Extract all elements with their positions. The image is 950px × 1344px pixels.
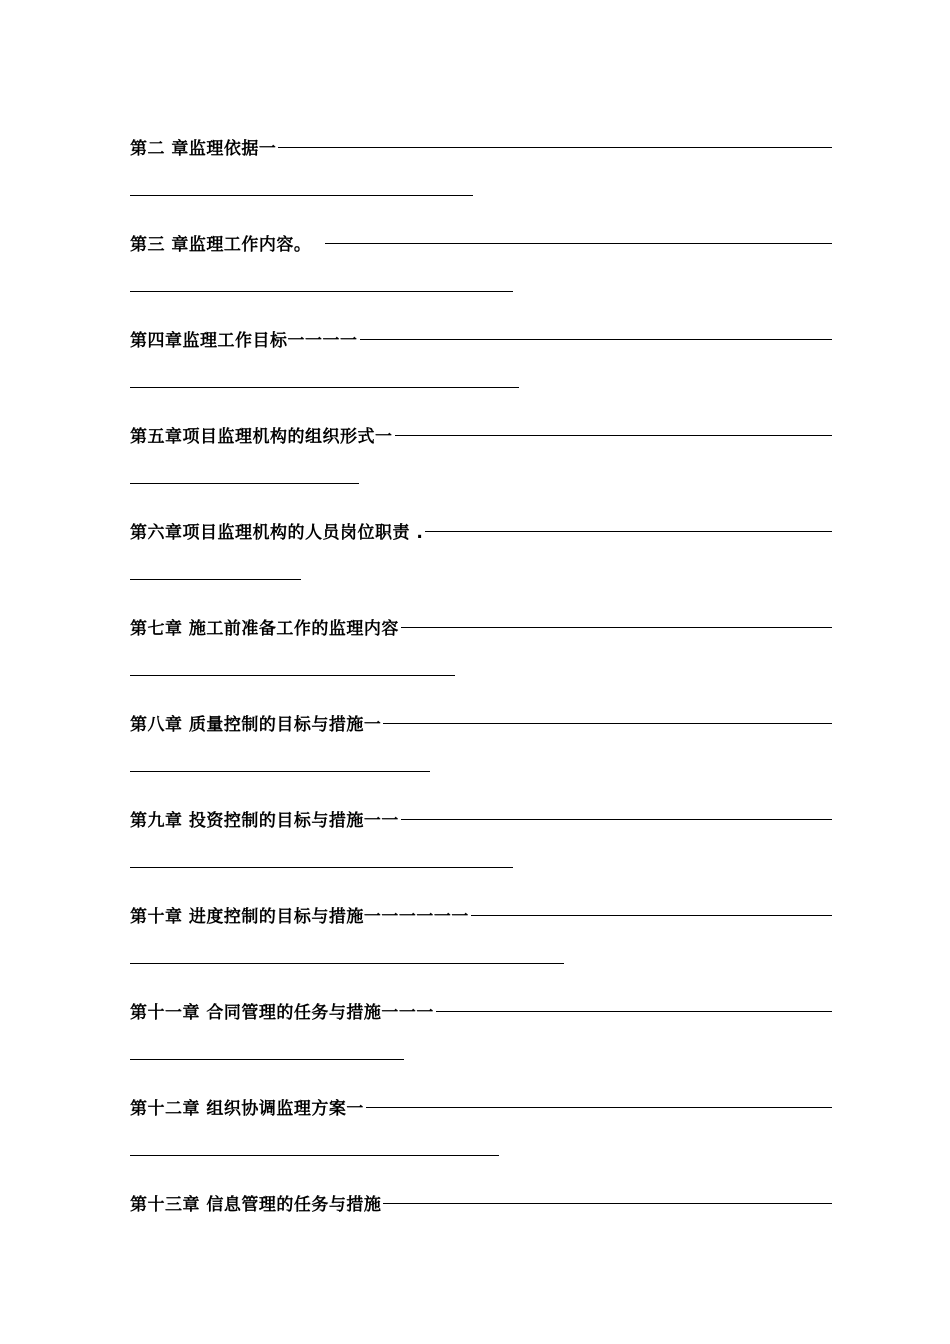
toc-leader-continuation <box>130 266 832 314</box>
dot-leader <box>395 435 833 436</box>
toc-leader-continuation <box>130 362 832 410</box>
toc-entry-title: 第十二章 组织协调监理方案一 <box>130 1098 364 1119</box>
dot-leader <box>383 723 832 724</box>
dot-leader <box>130 483 359 484</box>
toc-entry-title: 第三 章监理工作内容。 <box>130 234 312 255</box>
dot-leader <box>425 531 832 532</box>
toc-entry-chapter-10[interactable] <box>130 890 832 938</box>
toc-leader-continuation <box>130 554 832 602</box>
dot-leader <box>401 819 832 820</box>
toc-leader-continuation <box>130 650 832 698</box>
dot-leader <box>401 627 832 628</box>
toc-entry-chapter-2[interactable] <box>130 122 832 170</box>
dot-leader <box>360 339 833 340</box>
toc-entry-chapter-4[interactable] <box>130 314 832 362</box>
dot-leader <box>436 1011 832 1012</box>
toc-leader-continuation <box>130 938 832 986</box>
toc-entry-title: 第八章 质量控制的目标与措施一 <box>130 714 382 735</box>
toc-leader-continuation <box>130 1130 832 1178</box>
dot-leader <box>130 963 564 964</box>
toc-entry-chapter-13[interactable] <box>130 1178 832 1226</box>
dot-leader <box>366 1107 832 1108</box>
dot-leader <box>130 291 513 292</box>
toc-entry-chapter-6[interactable] <box>130 506 832 554</box>
toc-entry-chapter-11[interactable] <box>130 986 832 1034</box>
toc-leader-continuation <box>130 746 832 794</box>
toc-entry-title: 第七章 施工前准备工作的监理内容 <box>130 618 399 639</box>
toc-leader-continuation <box>130 170 832 218</box>
dot-leader <box>130 579 301 580</box>
dot-leader <box>130 675 455 676</box>
toc-entry-title: 第九章 投资控制的目标与措施一一 <box>130 810 399 831</box>
toc-entry-title: 第四章监理工作目标一一一一 <box>130 330 358 351</box>
dot-leader <box>130 1059 404 1060</box>
toc-entry-chapter-8[interactable] <box>130 698 832 746</box>
toc-entry-title: 第十三章 信息管理的任务与措施 <box>130 1194 382 1215</box>
toc-entry-title: 第五章项目监理机构的组织形式一 <box>130 426 393 447</box>
table-of-contents <box>130 122 832 1226</box>
toc-entry-title: 第十章 进度控制的目标与措施一一一一一一 <box>130 906 469 927</box>
dot-leader <box>130 1155 499 1156</box>
dot-leader <box>278 147 832 148</box>
toc-entry-chapter-3[interactable] <box>130 218 832 266</box>
dot-leader <box>130 195 473 196</box>
dot-leader <box>130 867 513 868</box>
toc-entry-chapter-9[interactable] <box>130 794 832 842</box>
toc-entry-chapter-5[interactable] <box>130 410 832 458</box>
toc-entry-chapter-7[interactable] <box>130 602 832 650</box>
toc-entry-chapter-12[interactable] <box>130 1082 832 1130</box>
toc-leader-continuation <box>130 842 832 890</box>
toc-entry-title: 第二 章监理依据一 <box>130 138 277 159</box>
toc-leader-continuation <box>130 458 832 506</box>
dot-leader <box>325 243 832 244</box>
toc-entry-title: 第十一章 合同管理的任务与措施一一一 <box>130 1002 434 1023</box>
toc-entry-title: 第六章项目监理机构的人员岗位职责 . <box>130 522 424 543</box>
dot-leader <box>471 915 832 916</box>
dot-leader <box>383 1203 832 1204</box>
dot-leader <box>130 771 430 772</box>
toc-leader-continuation <box>130 1034 832 1082</box>
dot-leader <box>130 387 519 388</box>
